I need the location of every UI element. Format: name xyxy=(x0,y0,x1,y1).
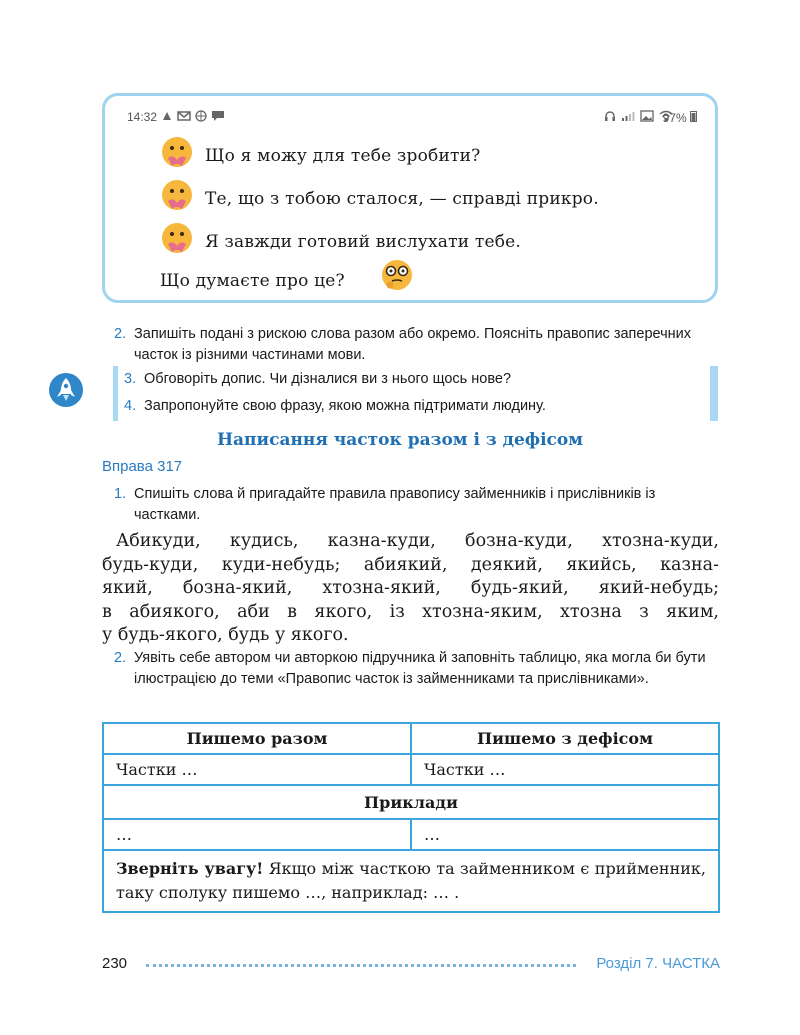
message-1: Що я можу для тебе зробити? xyxy=(205,146,481,166)
note-text: Якщо між часткою та займенником є прийменник, таку сполуку пишемо …, наприклад: … . xyxy=(116,859,706,902)
hugging-face-emoji-icon xyxy=(160,179,194,213)
notification-icon xyxy=(161,110,173,122)
task-2 xyxy=(114,648,720,690)
task-text: Запишіть подані з рискою слова разом або окремо. Поясніть правопис заперечних часток із різними частинами мови. xyxy=(134,326,692,363)
task-number: 2. xyxy=(114,650,127,666)
thinking-nerd-emoji-icon xyxy=(380,258,414,292)
globe-icon xyxy=(195,110,207,122)
left-accent-bar xyxy=(113,366,118,421)
col1-cell: Частки … xyxy=(103,754,411,785)
chapter-label: Розділ 7. ЧАСТКА xyxy=(596,955,720,972)
word-line: Абикуди, кудись, казна-куди, бозна-куди, хтозна-куди, xyxy=(116,531,719,551)
signal-icon xyxy=(621,110,635,122)
task-text: Запропонуйте свою фразу, якою можна підтримати людину. xyxy=(144,398,546,414)
col2-cell: Частки … xyxy=(411,754,719,785)
note-bold: Зверніть увагу! xyxy=(116,859,264,878)
task-text: Обговоріть допис. Чи дізналися ви з нього щось нове? xyxy=(144,371,512,387)
exercise-label: Вправа 317 xyxy=(102,458,183,475)
examples-header: Приклади xyxy=(103,785,719,819)
page-number: 230 xyxy=(102,955,128,972)
task-text: Уявіть себе автором чи авторкою підручника й заповніть таблицю, яка могла би бути ілюстрацією до теми «Правопис часток із займенниками та прислівниками». xyxy=(134,650,706,687)
word-line: будь-куди, куди-небудь; абиякий, деякий, якийсь, казна- xyxy=(102,554,719,575)
task-number: 3. xyxy=(124,371,137,387)
task-3 xyxy=(124,369,714,390)
status-time: 14:32 xyxy=(127,110,158,124)
battery-icon xyxy=(690,110,697,122)
status-left-icons xyxy=(161,110,225,122)
battery-text: 97% xyxy=(662,111,687,125)
col2-example: … xyxy=(411,819,719,850)
status-battery xyxy=(663,110,697,125)
image-icon xyxy=(640,110,654,122)
task-text: Спишіть слова й пригадайте правила правопису займенників і прислівників із частками. xyxy=(134,486,656,523)
mail-icon xyxy=(177,110,191,122)
task-1 xyxy=(114,484,720,526)
word-line: в абиякого, аби в якого, із хтозна-яким, хтозна з яким, xyxy=(102,601,719,622)
col1-header: Пишемо разом xyxy=(103,723,411,754)
message-3: Я завжди готовий вислухати тебе. xyxy=(205,232,522,252)
footer-dots xyxy=(146,964,576,967)
col1-example: … xyxy=(103,819,411,850)
chat-icon xyxy=(211,110,225,122)
question-text: Що думаєте про це? xyxy=(160,271,345,291)
task-number: 1. xyxy=(114,486,127,502)
table-note xyxy=(103,850,719,912)
word-line: у будь-якого, будь у якого. xyxy=(102,625,349,645)
task-4 xyxy=(124,396,714,417)
hugging-face-emoji-icon xyxy=(160,136,194,170)
word-list xyxy=(102,530,719,648)
phone-screenshot xyxy=(102,93,718,303)
word-line: який, бозна-який, хтозна-який, будь-який, який-небудь; xyxy=(102,578,719,598)
task-number: 2. xyxy=(114,326,127,342)
headphones-icon xyxy=(604,110,616,122)
section-heading: Написання часток разом і з дефісом xyxy=(216,430,584,450)
message-2: Те, що з тобою сталося, — справді прикро. xyxy=(205,189,599,209)
task-2-top xyxy=(114,324,720,366)
hugging-face-emoji-icon xyxy=(160,222,194,256)
rocket-icon xyxy=(48,372,84,408)
status-bar xyxy=(127,110,697,126)
col2-header: Пишемо з дефісом xyxy=(411,723,719,754)
task-number: 4. xyxy=(124,398,137,414)
exercise-table xyxy=(102,722,720,913)
